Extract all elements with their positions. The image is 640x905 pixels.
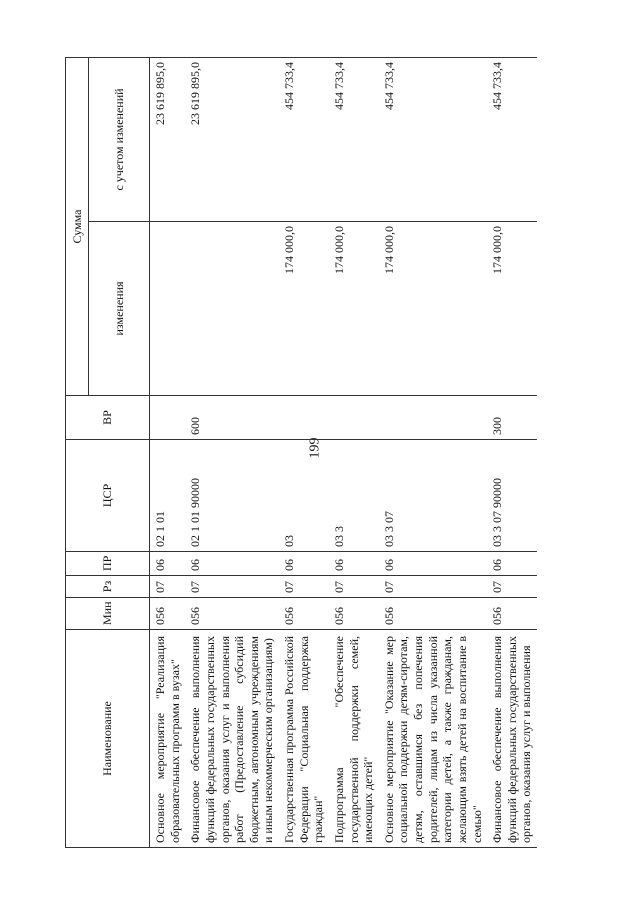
row-change: 174 000,0 bbox=[329, 222, 379, 396]
row-name: Подпрограмма "Обеспечение государственной поддержки семей, имеющих детей" bbox=[329, 630, 379, 848]
row-name: Финансовое обеспечение выполнения функций федеральных государственных органов, оказания услуг и выполнения bbox=[487, 630, 537, 848]
row-vr bbox=[329, 396, 379, 440]
header-pr: ПР bbox=[66, 552, 150, 576]
row-pr: 06 bbox=[150, 552, 186, 576]
page-number: 199 bbox=[307, 437, 323, 459]
header-with-change: с учетом изменений bbox=[89, 57, 150, 221]
row-rz: 07 bbox=[150, 576, 186, 598]
row-pr: 06 bbox=[379, 552, 487, 576]
budget-table-page bbox=[65, 58, 620, 848]
table-row bbox=[150, 57, 186, 847]
row-rz: 07 bbox=[185, 576, 279, 598]
row-name: Основное мероприятие "Оказание мер социальной поддержки детям-сиротам, детям, оставшимся без попечения родителей, лицам из числа указанной категории детей, а также гражданам, желающим взять детей на воспитание в семью" bbox=[379, 630, 487, 848]
row-change: 174 000,0 bbox=[487, 222, 537, 396]
header-vr: ВР bbox=[66, 396, 150, 440]
row-csr: 03 3 07 bbox=[379, 440, 487, 552]
row-total: 454 733,4 bbox=[329, 57, 379, 221]
row-name: Государственная программа Российской Федерации "Социальная поддержка граждан" bbox=[279, 630, 329, 848]
row-vr bbox=[279, 396, 329, 440]
row-change: 174 000,0 bbox=[379, 222, 487, 396]
row-change bbox=[150, 222, 186, 396]
row-name: Финансовое обеспечение выполнения функций федеральных государственных органов, оказания услуг и выполнения работ (Предоставление субсидий бюджетным, автономным учреждениям и иным некоммерческим организациям) bbox=[185, 630, 279, 848]
table-row bbox=[185, 57, 279, 847]
budget-table bbox=[65, 57, 537, 848]
header-rz: Рз bbox=[66, 576, 150, 598]
row-vr: 600 bbox=[185, 396, 279, 440]
row-csr: 02 1 01 90000 bbox=[185, 440, 279, 552]
row-vr bbox=[379, 396, 487, 440]
header-change: изменения bbox=[89, 222, 150, 396]
header-csr: ЦСР bbox=[66, 440, 150, 552]
row-total: 454 733,4 bbox=[379, 57, 487, 221]
row-csr: 03 3 07 90000 bbox=[487, 440, 537, 552]
row-total: 454 733,4 bbox=[487, 57, 537, 221]
row-csr: 03 bbox=[279, 440, 329, 552]
row-pr: 06 bbox=[329, 552, 379, 576]
row-pr: 06 bbox=[185, 552, 279, 576]
row-min: 056 bbox=[279, 598, 329, 630]
row-min: 056 bbox=[329, 598, 379, 630]
row-total: 23 619 895,0 bbox=[185, 57, 279, 221]
row-rz: 07 bbox=[279, 576, 329, 598]
header-sum: Сумма bbox=[66, 57, 89, 395]
table-row bbox=[487, 57, 537, 847]
row-min: 056 bbox=[487, 598, 537, 630]
row-name: Основное мероприятие "Реализация образовательных программ в вузах" bbox=[150, 630, 186, 848]
row-rz: 07 bbox=[379, 576, 487, 598]
row-total: 23 619 895,0 bbox=[150, 57, 186, 221]
row-min: 056 bbox=[150, 598, 186, 630]
table-body bbox=[150, 57, 538, 847]
row-rz: 07 bbox=[329, 576, 379, 598]
row-change bbox=[185, 222, 279, 396]
row-csr: 02 1 01 bbox=[150, 440, 186, 552]
row-rz: 07 bbox=[487, 576, 537, 598]
row-min: 056 bbox=[379, 598, 487, 630]
row-pr: 06 bbox=[279, 552, 329, 576]
row-csr: 03 3 bbox=[329, 440, 379, 552]
row-pr: 06 bbox=[487, 552, 537, 576]
table-row bbox=[279, 57, 329, 847]
row-total: 454 733,4 bbox=[279, 57, 329, 221]
header-min: Мин bbox=[66, 598, 150, 630]
row-vr: 300 bbox=[487, 396, 537, 440]
table-row bbox=[329, 57, 379, 847]
row-vr bbox=[150, 396, 186, 440]
header-name: Наименование bbox=[66, 630, 150, 848]
row-change: 174 000,0 bbox=[279, 222, 329, 396]
table-row bbox=[379, 57, 487, 847]
row-min: 056 bbox=[185, 598, 279, 630]
